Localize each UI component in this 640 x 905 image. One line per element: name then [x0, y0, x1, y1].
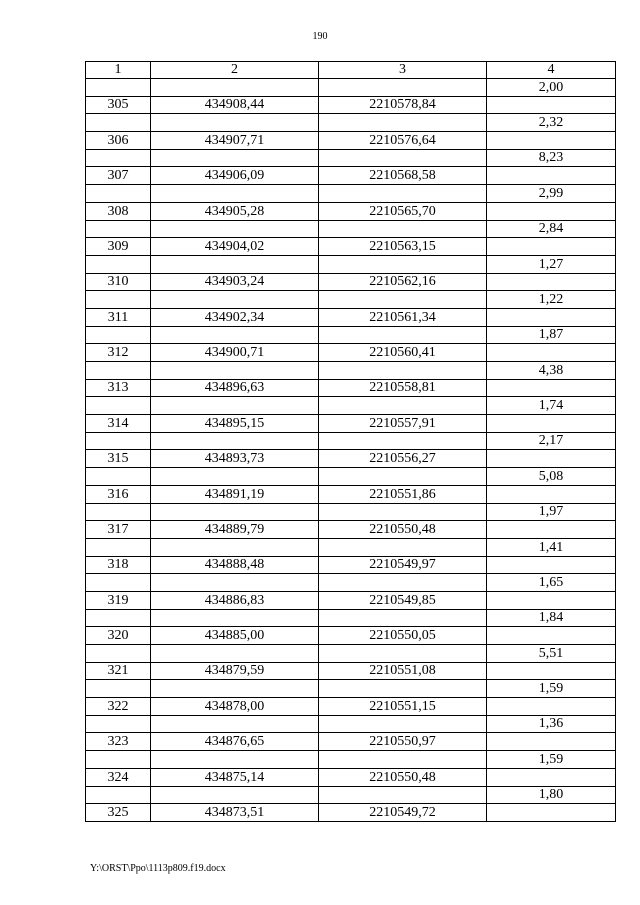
distance-row — [86, 432, 616, 450]
point-row — [86, 273, 616, 291]
point-number-cell: 313 — [86, 379, 151, 397]
distance-row — [86, 185, 616, 203]
distance-cell: 2,00 — [487, 79, 616, 97]
point-row-empty-cell — [487, 202, 616, 220]
point-row-empty-cell — [487, 768, 616, 786]
point-number-cell: 311 — [86, 308, 151, 326]
distance-row-empty-cell — [319, 751, 487, 769]
point-row-empty-cell — [487, 591, 616, 609]
distance-row — [86, 397, 616, 415]
distance-row-empty-cell — [86, 114, 151, 132]
distance-row — [86, 79, 616, 97]
distance-cell: 1,59 — [487, 751, 616, 769]
point-row-empty-cell — [487, 273, 616, 291]
distance-row-empty-cell — [319, 185, 487, 203]
distance-row-empty-cell — [86, 538, 151, 556]
distance-row-empty-cell — [151, 574, 319, 592]
distance-row-empty-cell — [86, 680, 151, 698]
x-coordinate-cell: 434906,09 — [151, 167, 319, 185]
point-row — [86, 627, 616, 645]
distance-row-empty-cell — [319, 149, 487, 167]
distance-cell: 5,51 — [487, 645, 616, 663]
point-row-empty-cell — [487, 415, 616, 433]
distance-row-empty-cell — [151, 362, 319, 380]
y-coordinate-cell: 2210550,48 — [319, 521, 487, 539]
point-number-cell: 320 — [86, 627, 151, 645]
distance-row — [86, 751, 616, 769]
y-coordinate-cell: 2210563,15 — [319, 238, 487, 256]
distance-row-empty-cell — [151, 680, 319, 698]
y-coordinate-cell: 2210557,91 — [319, 415, 487, 433]
point-row-empty-cell — [487, 627, 616, 645]
distance-cell: 1,80 — [487, 786, 616, 804]
distance-row — [86, 503, 616, 521]
y-coordinate-cell: 2210549,97 — [319, 556, 487, 574]
point-row-empty-cell — [487, 521, 616, 539]
distance-row-empty-cell — [319, 609, 487, 627]
distance-row-empty-cell — [151, 185, 319, 203]
coordinates-table — [85, 61, 616, 822]
point-row-empty-cell — [487, 804, 616, 822]
distance-row-empty-cell — [86, 185, 151, 203]
x-coordinate-cell: 434893,73 — [151, 450, 319, 468]
point-row-empty-cell — [487, 733, 616, 751]
x-coordinate-cell: 434908,44 — [151, 96, 319, 114]
distance-row-empty-cell — [319, 715, 487, 733]
distance-row-empty-cell — [151, 715, 319, 733]
distance-cell: 1,27 — [487, 255, 616, 273]
distance-row-empty-cell — [319, 468, 487, 486]
distance-row-empty-cell — [86, 715, 151, 733]
point-row — [86, 450, 616, 468]
x-coordinate-cell: 434878,00 — [151, 698, 319, 716]
point-row — [86, 768, 616, 786]
distance-row-empty-cell — [86, 149, 151, 167]
point-row-empty-cell — [487, 132, 616, 150]
point-row-empty-cell — [487, 485, 616, 503]
point-row-empty-cell — [487, 379, 616, 397]
point-row — [86, 238, 616, 256]
distance-cell: 1,84 — [487, 609, 616, 627]
distance-row-empty-cell — [151, 397, 319, 415]
point-row — [86, 556, 616, 574]
y-coordinate-cell: 2210558,81 — [319, 379, 487, 397]
x-coordinate-cell: 434895,15 — [151, 415, 319, 433]
distance-row — [86, 715, 616, 733]
point-row-empty-cell — [487, 344, 616, 362]
x-coordinate-cell: 434891,19 — [151, 485, 319, 503]
distance-row-empty-cell — [319, 538, 487, 556]
point-number-cell: 319 — [86, 591, 151, 609]
point-number-cell: 308 — [86, 202, 151, 220]
y-coordinate-cell: 2210560,41 — [319, 344, 487, 362]
distance-cell: 4,38 — [487, 362, 616, 380]
point-number-cell: 322 — [86, 698, 151, 716]
distance-row-empty-cell — [319, 114, 487, 132]
distance-row-empty-cell — [86, 503, 151, 521]
distance-row-empty-cell — [151, 786, 319, 804]
distance-row-empty-cell — [319, 574, 487, 592]
page-number: 190 — [312, 31, 328, 42]
point-row — [86, 308, 616, 326]
distance-row-empty-cell — [86, 432, 151, 450]
point-row — [86, 698, 616, 716]
point-number-cell: 318 — [86, 556, 151, 574]
distance-row-empty-cell — [151, 432, 319, 450]
distance-cell: 1,74 — [487, 397, 616, 415]
distance-row-empty-cell — [86, 362, 151, 380]
distance-row — [86, 220, 616, 238]
distance-row-empty-cell — [86, 220, 151, 238]
x-coordinate-cell: 434873,51 — [151, 804, 319, 822]
point-number-cell: 324 — [86, 768, 151, 786]
y-coordinate-cell: 2210576,64 — [319, 132, 487, 150]
y-coordinate-cell: 2210551,15 — [319, 698, 487, 716]
point-number-cell: 312 — [86, 344, 151, 362]
x-coordinate-cell: 434904,02 — [151, 238, 319, 256]
point-number-cell: 306 — [86, 132, 151, 150]
point-row-empty-cell — [487, 662, 616, 680]
point-number-cell: 309 — [86, 238, 151, 256]
distance-row-empty-cell — [319, 220, 487, 238]
x-coordinate-cell: 434879,59 — [151, 662, 319, 680]
distance-cell: 1,65 — [487, 574, 616, 592]
x-coordinate-cell: 434885,00 — [151, 627, 319, 645]
point-row-empty-cell — [487, 308, 616, 326]
distance-row-empty-cell — [319, 680, 487, 698]
y-coordinate-cell: 2210550,48 — [319, 768, 487, 786]
distance-row — [86, 149, 616, 167]
coordinates-table-body — [86, 62, 616, 822]
point-row — [86, 167, 616, 185]
point-number-cell: 305 — [86, 96, 151, 114]
point-row — [86, 591, 616, 609]
distance-row-empty-cell — [86, 751, 151, 769]
distance-cell: 2,17 — [487, 432, 616, 450]
y-coordinate-cell: 2210561,34 — [319, 308, 487, 326]
column-header-3: 3 — [319, 62, 487, 79]
point-row — [86, 662, 616, 680]
distance-row-empty-cell — [86, 645, 151, 663]
distance-cell: 2,99 — [487, 185, 616, 203]
point-row — [86, 379, 616, 397]
distance-row-empty-cell — [319, 255, 487, 273]
distance-row — [86, 114, 616, 132]
point-row — [86, 485, 616, 503]
point-row-empty-cell — [487, 450, 616, 468]
x-coordinate-cell: 434876,65 — [151, 733, 319, 751]
x-coordinate-cell: 434889,79 — [151, 521, 319, 539]
distance-row — [86, 786, 616, 804]
x-coordinate-cell: 434888,48 — [151, 556, 319, 574]
y-coordinate-cell: 2210568,58 — [319, 167, 487, 185]
distance-row — [86, 645, 616, 663]
distance-cell: 1,59 — [487, 680, 616, 698]
column-header-4: 4 — [487, 62, 616, 79]
point-row — [86, 804, 616, 822]
x-coordinate-cell: 434902,34 — [151, 308, 319, 326]
column-header-2: 2 — [151, 62, 319, 79]
distance-row — [86, 326, 616, 344]
distance-row-empty-cell — [319, 397, 487, 415]
file-path-footer: Y:\ORST\Ppo\1113p809.f19.docx — [90, 863, 226, 874]
distance-cell: 1,41 — [487, 538, 616, 556]
distance-row — [86, 362, 616, 380]
distance-row-empty-cell — [319, 291, 487, 309]
distance-row — [86, 291, 616, 309]
point-number-cell: 307 — [86, 167, 151, 185]
point-number-cell: 316 — [86, 485, 151, 503]
distance-row-empty-cell — [151, 645, 319, 663]
distance-row — [86, 574, 616, 592]
y-coordinate-cell: 2210549,85 — [319, 591, 487, 609]
distance-cell: 1,36 — [487, 715, 616, 733]
distance-row-empty-cell — [151, 114, 319, 132]
distance-row — [86, 255, 616, 273]
y-coordinate-cell: 2210562,16 — [319, 273, 487, 291]
y-coordinate-cell: 2210578,84 — [319, 96, 487, 114]
distance-row-empty-cell — [151, 751, 319, 769]
point-number-cell: 323 — [86, 733, 151, 751]
column-header-1: 1 — [86, 62, 151, 79]
point-row-empty-cell — [487, 556, 616, 574]
distance-row-empty-cell — [86, 574, 151, 592]
distance-cell: 8,23 — [487, 149, 616, 167]
distance-row-empty-cell — [151, 220, 319, 238]
point-number-cell: 314 — [86, 415, 151, 433]
distance-row-empty-cell — [151, 326, 319, 344]
x-coordinate-cell: 434900,71 — [151, 344, 319, 362]
distance-row-empty-cell — [319, 326, 487, 344]
y-coordinate-cell: 2210565,70 — [319, 202, 487, 220]
distance-row-empty-cell — [151, 503, 319, 521]
point-row-empty-cell — [487, 698, 616, 716]
x-coordinate-cell: 434903,24 — [151, 273, 319, 291]
distance-row-empty-cell — [86, 397, 151, 415]
y-coordinate-cell: 2210551,08 — [319, 662, 487, 680]
distance-row — [86, 680, 616, 698]
x-coordinate-cell: 434896,63 — [151, 379, 319, 397]
distance-row-empty-cell — [151, 291, 319, 309]
point-row — [86, 132, 616, 150]
point-row — [86, 202, 616, 220]
distance-row-empty-cell — [86, 326, 151, 344]
point-number-cell: 317 — [86, 521, 151, 539]
point-row — [86, 344, 616, 362]
distance-row-empty-cell — [151, 149, 319, 167]
point-number-cell: 310 — [86, 273, 151, 291]
point-row — [86, 733, 616, 751]
y-coordinate-cell: 2210549,72 — [319, 804, 487, 822]
distance-cell: 1,97 — [487, 503, 616, 521]
distance-row-empty-cell — [319, 645, 487, 663]
point-number-cell: 321 — [86, 662, 151, 680]
x-coordinate-cell: 434907,71 — [151, 132, 319, 150]
distance-cell: 1,22 — [487, 291, 616, 309]
distance-row-empty-cell — [86, 79, 151, 97]
x-coordinate-cell: 434875,14 — [151, 768, 319, 786]
point-row-empty-cell — [487, 96, 616, 114]
distance-row-empty-cell — [151, 468, 319, 486]
distance-row-empty-cell — [86, 255, 151, 273]
distance-row-empty-cell — [319, 503, 487, 521]
distance-row-empty-cell — [86, 468, 151, 486]
distance-row-empty-cell — [319, 362, 487, 380]
table-header-row — [86, 62, 616, 79]
y-coordinate-cell: 2210556,27 — [319, 450, 487, 468]
distance-row-empty-cell — [151, 255, 319, 273]
distance-row-empty-cell — [151, 609, 319, 627]
distance-cell: 2,84 — [487, 220, 616, 238]
y-coordinate-cell: 2210550,05 — [319, 627, 487, 645]
distance-row — [86, 609, 616, 627]
distance-row-empty-cell — [86, 609, 151, 627]
distance-row-empty-cell — [151, 79, 319, 97]
point-row — [86, 415, 616, 433]
distance-row-empty-cell — [151, 538, 319, 556]
x-coordinate-cell: 434886,83 — [151, 591, 319, 609]
point-row — [86, 96, 616, 114]
x-coordinate-cell: 434905,28 — [151, 202, 319, 220]
point-row — [86, 521, 616, 539]
y-coordinate-cell: 2210551,86 — [319, 485, 487, 503]
distance-cell: 1,87 — [487, 326, 616, 344]
distance-row-empty-cell — [319, 79, 487, 97]
distance-row-empty-cell — [319, 432, 487, 450]
distance-cell: 2,32 — [487, 114, 616, 132]
distance-row-empty-cell — [319, 786, 487, 804]
point-row-empty-cell — [487, 238, 616, 256]
distance-row-empty-cell — [86, 291, 151, 309]
point-row-empty-cell — [487, 167, 616, 185]
distance-row — [86, 468, 616, 486]
distance-row-empty-cell — [86, 786, 151, 804]
point-number-cell: 325 — [86, 804, 151, 822]
distance-row — [86, 538, 616, 556]
y-coordinate-cell: 2210550,97 — [319, 733, 487, 751]
point-number-cell: 315 — [86, 450, 151, 468]
distance-cell: 5,08 — [487, 468, 616, 486]
